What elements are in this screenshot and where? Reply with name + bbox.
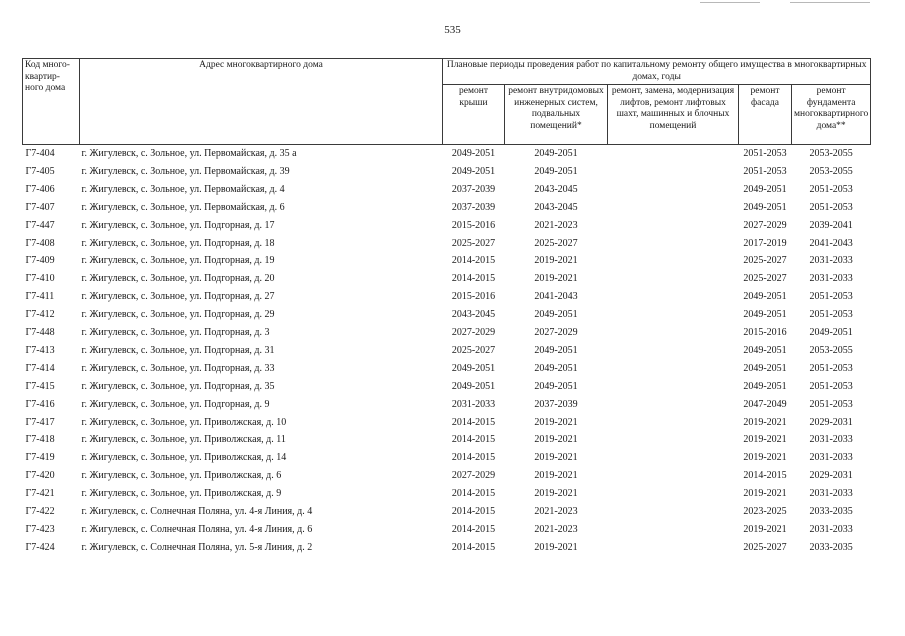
table-row: [23, 539, 871, 557]
cell-facade: 2049-2051: [743, 380, 787, 392]
cell-roof: 2049-2051: [451, 362, 496, 374]
cell-code: Г7-416: [25, 398, 55, 410]
cell-lifts: [608, 360, 739, 378]
cell-address: г. Жигулевск, с. Зольное, ул. Первомайская, д. 39: [81, 166, 290, 178]
cell-foundation: 2051-2053: [809, 201, 853, 213]
cell-facade: 2019-2021: [743, 452, 787, 464]
table-row: [23, 378, 871, 396]
cell-code: Г7-448: [25, 327, 55, 339]
cell-systems: 2019-2021: [534, 541, 578, 553]
schedule-table: [22, 58, 871, 556]
cell-systems: 2025-2027: [534, 237, 578, 249]
cell-foundation: 2053-2055: [809, 148, 853, 160]
cell-address: г. Жигулевск, с. Солнечная Поляна, ул. 4-я Линия, д. 6: [81, 523, 313, 535]
cell-foundation: 2029-2031: [809, 416, 853, 428]
cell-systems: 2027-2029: [534, 327, 578, 339]
table-row: [23, 217, 871, 235]
table-row: [23, 270, 871, 288]
page-number: 535: [444, 24, 461, 36]
cell-lifts: [608, 181, 739, 199]
cell-code: Г7-405: [25, 166, 55, 178]
cell-lifts: [608, 503, 739, 521]
table-header: [23, 59, 871, 145]
table-row: [23, 288, 871, 306]
cell-code: Г7-414: [25, 362, 55, 374]
cell-lifts: [608, 324, 739, 342]
table-body: [23, 145, 871, 557]
cell-lifts: [608, 252, 739, 270]
table-row: [23, 252, 871, 270]
cell-address: г. Жигулевск, с. Зольное, ул. Подгорная, д. 19: [81, 255, 275, 267]
cell-systems: 2049-2051: [534, 148, 578, 160]
header-periods: Плановые периоды проведения работ по капитальному ремонту общего имущества в многоквартирных домах, годы: [443, 59, 871, 85]
cell-systems: 2019-2021: [534, 488, 578, 500]
cell-code: Г7-404: [25, 148, 55, 160]
header-systems: ремонт внутридомовых инженерных систем, подвальных помещений*: [505, 85, 608, 145]
cell-lifts: [608, 145, 739, 163]
cell-facade: 2049-2051: [743, 183, 787, 195]
cell-address: г. Жигулевск, с. Зольное, ул. Приволжская, д. 14: [81, 452, 287, 464]
cell-code: Г7-413: [25, 344, 55, 356]
cell-address: г. Жигулевск, с. Зольное, ул. Подгорная, д. 20: [81, 273, 275, 285]
table-row: [23, 163, 871, 181]
cell-code: Г7-423: [25, 523, 55, 535]
scan-edge-line: [790, 2, 870, 3]
cell-address: г. Жигулевск, с. Зольное, ул. Подгорная, д. 9: [81, 398, 270, 410]
table-row: [23, 431, 871, 449]
cell-code: Г7-408: [25, 237, 55, 249]
cell-roof: 2049-2051: [451, 380, 496, 392]
cell-code: Г7-421: [25, 488, 55, 500]
table-row: [23, 306, 871, 324]
cell-lifts: [608, 485, 739, 503]
table-row: [23, 449, 871, 467]
cell-lifts: [608, 217, 739, 235]
capital-repair-schedule: [22, 58, 871, 556]
cell-address: г. Жигулевск, с. Солнечная Поляна, ул. 4-я Линия, д. 4: [81, 505, 313, 517]
cell-foundation: 2051-2053: [809, 362, 853, 374]
cell-lifts: [608, 539, 739, 557]
cell-roof: 2014-2015: [451, 488, 496, 500]
cell-roof: 2027-2029: [451, 470, 496, 482]
cell-code: Г7-417: [25, 416, 55, 428]
cell-foundation: 2039-2041: [809, 219, 853, 231]
cell-facade: 2025-2027: [743, 273, 787, 285]
cell-roof: 2014-2015: [451, 255, 496, 267]
cell-address: г. Жигулевск, с. Зольное, ул. Подгорная, д. 17: [81, 219, 275, 231]
table-row: [23, 413, 871, 431]
cell-code: Г7-412: [25, 309, 55, 321]
cell-roof: 2025-2027: [451, 237, 496, 249]
header-facade: ремонт фасада: [739, 85, 792, 145]
cell-facade: 2015-2016: [743, 327, 787, 339]
cell-foundation: 2051-2053: [809, 398, 853, 410]
cell-facade: 2047-2049: [743, 398, 787, 410]
cell-code: Г7-406: [25, 183, 55, 195]
cell-address: г. Жигулевск, с. Зольное, ул. Приволжская, д. 9: [81, 488, 282, 500]
cell-systems: 2019-2021: [534, 434, 578, 446]
cell-foundation: 2031-2033: [809, 488, 853, 500]
cell-systems: 2021-2023: [534, 219, 578, 231]
cell-lifts: [608, 395, 739, 413]
cell-lifts: [608, 342, 739, 360]
table-row: [23, 145, 871, 163]
cell-systems: 2049-2051: [534, 309, 578, 321]
cell-facade: 2025-2027: [743, 541, 787, 553]
header-code: Код много-квартир-ного дома: [23, 59, 80, 145]
header-roof: ремонт крыши: [443, 85, 505, 145]
cell-code: Г7-409: [25, 255, 55, 267]
cell-address: г. Жигулевск, с. Зольное, ул. Подгорная, д. 3: [81, 327, 270, 339]
header-address: Адрес многоквартирного дома: [80, 59, 443, 145]
cell-address: г. Жигулевск, с. Зольное, ул. Приволжская, д. 6: [81, 470, 282, 482]
cell-code: Г7-422: [25, 505, 55, 517]
cell-roof: 2049-2051: [451, 166, 496, 178]
cell-systems: 2043-2045: [534, 201, 578, 213]
cell-systems: 2037-2039: [534, 398, 578, 410]
table-row: [23, 324, 871, 342]
cell-systems: 2019-2021: [534, 416, 578, 428]
cell-facade: 2049-2051: [743, 362, 787, 374]
cell-facade: 2049-2051: [743, 344, 787, 356]
cell-address: г. Жигулевск, с. Зольное, ул. Первомайская, д. 6: [81, 201, 285, 213]
table-row: [23, 395, 871, 413]
cell-roof: 2049-2051: [451, 148, 496, 160]
cell-lifts: [608, 467, 739, 485]
cell-address: г. Жигулевск, с. Зольное, ул. Приволжская, д. 10: [81, 416, 287, 428]
table-row: [23, 234, 871, 252]
cell-systems: 2049-2051: [534, 344, 578, 356]
cell-facade: 2019-2021: [743, 416, 787, 428]
cell-facade: 2025-2027: [743, 255, 787, 267]
cell-foundation: 2051-2053: [809, 183, 853, 195]
cell-lifts: [608, 521, 739, 539]
cell-lifts: [608, 270, 739, 288]
cell-foundation: 2051-2053: [809, 380, 853, 392]
cell-facade: 2017-2019: [743, 237, 787, 249]
table-row: [23, 199, 871, 217]
cell-lifts: [608, 413, 739, 431]
cell-roof: 2014-2015: [451, 416, 496, 428]
cell-facade: 2049-2051: [743, 309, 787, 321]
cell-foundation: 2053-2055: [809, 344, 853, 356]
cell-facade: 2014-2015: [743, 470, 787, 482]
cell-lifts: [608, 449, 739, 467]
cell-address: г. Жигулевск, с. Зольное, ул. Первомайская, д. 35 а: [81, 148, 297, 160]
cell-systems: 2021-2023: [534, 523, 578, 535]
cell-lifts: [608, 163, 739, 181]
cell-systems: 2019-2021: [534, 255, 578, 267]
cell-code: Г7-411: [25, 291, 55, 303]
cell-systems: 2021-2023: [534, 505, 578, 517]
header-lifts: ремонт, замена, модернизация лифтов, ремонт лифтовых шахт, машинных и блочных помещений: [608, 85, 739, 145]
cell-facade: 2019-2021: [743, 434, 787, 446]
cell-address: г. Жигулевск, с. Зольное, ул. Первомайская, д. 4: [81, 183, 285, 195]
cell-foundation: 2051-2053: [809, 291, 853, 303]
cell-code: Г7-420: [25, 470, 55, 482]
table-row: [23, 342, 871, 360]
cell-facade: 2027-2029: [743, 219, 787, 231]
cell-roof: 2014-2015: [451, 434, 496, 446]
cell-systems: 2049-2051: [534, 362, 578, 374]
cell-lifts: [608, 288, 739, 306]
cell-foundation: 2033-2035: [809, 541, 853, 553]
cell-code: Г7-418: [25, 434, 55, 446]
cell-roof: 2037-2039: [451, 183, 496, 195]
cell-roof: 2014-2015: [451, 541, 496, 553]
cell-address: г. Жигулевск, с. Зольное, ул. Приволжская, д. 11: [81, 434, 286, 446]
cell-systems: 2019-2021: [534, 452, 578, 464]
cell-roof: 2014-2015: [451, 505, 496, 517]
cell-address: г. Жигулевск, с. Солнечная Поляна, ул. 5-я Линия, д. 2: [81, 541, 313, 553]
cell-lifts: [608, 378, 739, 396]
cell-code: Г7-415: [25, 380, 55, 392]
table-row: [23, 521, 871, 539]
cell-roof: 2014-2015: [451, 273, 496, 285]
cell-foundation: 2041-2043: [809, 237, 853, 249]
cell-code: Г7-424: [25, 541, 55, 553]
cell-facade: 2049-2051: [743, 291, 787, 303]
cell-address: г. Жигулевск, с. Зольное, ул. Подгорная, д. 27: [81, 291, 275, 303]
table-row: [23, 181, 871, 199]
cell-foundation: 2031-2033: [809, 255, 853, 267]
cell-lifts: [608, 431, 739, 449]
cell-systems: 2049-2051: [534, 380, 578, 392]
cell-facade: 2023-2025: [743, 505, 787, 517]
cell-code: Г7-410: [25, 273, 55, 285]
cell-foundation: 2029-2031: [809, 470, 853, 482]
cell-systems: 2041-2043: [534, 291, 578, 303]
cell-foundation: 2053-2055: [809, 166, 853, 178]
cell-facade: 2051-2053: [743, 148, 787, 160]
cell-foundation: 2031-2033: [809, 434, 853, 446]
cell-facade: 2051-2053: [743, 166, 787, 178]
cell-address: г. Жигулевск, с. Зольное, ул. Подгорная, д. 33: [81, 362, 275, 374]
cell-code: Г7-407: [25, 201, 55, 213]
cell-roof: 2031-2033: [451, 398, 496, 410]
cell-foundation: 2031-2033: [809, 523, 853, 535]
cell-roof: 2014-2015: [451, 523, 496, 535]
cell-systems: 2019-2021: [534, 470, 578, 482]
cell-facade: 2019-2021: [743, 523, 787, 535]
table-row: [23, 485, 871, 503]
cell-address: г. Жигулевск, с. Зольное, ул. Подгорная, д. 18: [81, 237, 275, 249]
cell-address: г. Жигулевск, с. Зольное, ул. Подгорная, д. 35: [81, 380, 275, 392]
cell-code: Г7-447: [25, 219, 55, 231]
cell-systems: 2049-2051: [534, 166, 578, 178]
cell-systems: 2043-2045: [534, 183, 578, 195]
cell-roof: 2027-2029: [451, 327, 496, 339]
cell-roof: 2015-2016: [451, 219, 496, 231]
cell-roof: 2014-2015: [451, 452, 496, 464]
cell-lifts: [608, 306, 739, 324]
cell-roof: 2025-2027: [451, 344, 496, 356]
table-row: [23, 467, 871, 485]
cell-facade: 2019-2021: [743, 488, 787, 500]
cell-address: г. Жигулевск, с. Зольное, ул. Подгорная, д. 31: [81, 344, 275, 356]
cell-lifts: [608, 199, 739, 217]
cell-address: г. Жигулевск, с. Зольное, ул. Подгорная, д. 29: [81, 309, 275, 321]
cell-roof: 2043-2045: [451, 309, 496, 321]
cell-foundation: 2051-2053: [809, 309, 853, 321]
table-row: [23, 360, 871, 378]
cell-roof: 2015-2016: [451, 291, 496, 303]
cell-foundation: 2031-2033: [809, 273, 853, 285]
cell-roof: 2037-2039: [451, 201, 496, 213]
cell-foundation: 2033-2035: [809, 505, 853, 517]
table-row: [23, 503, 871, 521]
cell-systems: 2019-2021: [534, 273, 578, 285]
header-foundation: ремонт фундамента многоквартирного дома**: [792, 85, 871, 145]
scan-edge-line: [700, 2, 760, 3]
cell-facade: 2049-2051: [743, 201, 787, 213]
cell-foundation: 2031-2033: [809, 452, 853, 464]
cell-lifts: [608, 234, 739, 252]
cell-code: Г7-419: [25, 452, 55, 464]
cell-foundation: 2049-2051: [809, 327, 853, 339]
